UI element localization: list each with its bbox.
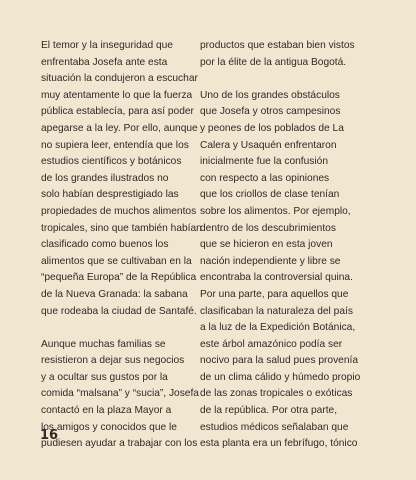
text-line: nación independiente y libre se [200, 255, 341, 267]
text-line: que rodeaba la ciudad de Santafé. [41, 305, 197, 317]
text-line: de la Nueva Granada: la sabana [41, 288, 188, 300]
text-line: con respecto a las opiniones [200, 172, 330, 184]
text-line: este árbol amazónico podía ser [200, 338, 343, 350]
text-line: situación la condujeron a escuchar [41, 73, 198, 85]
text-line: por la élite de la antigua Bogotá. [200, 56, 347, 68]
text-line: alimentos que se cultivaban en la [41, 255, 192, 267]
text-line: nocivo para la salud pues provenía [200, 355, 359, 367]
text-line: Por una parte, para aquellos que [200, 288, 349, 300]
text-line: los amigos y conocidos que le [41, 421, 177, 433]
text-line: muy atentamente lo que la fuerza [41, 89, 193, 101]
text-line: y a ocultar sus gustos por la [41, 371, 168, 383]
text-line: comida “malsana” y “sucia”, Josefa [41, 388, 199, 400]
text-line: Calera y Usaquén enfrentaron [200, 139, 337, 151]
text-line: clasificado como buenos los [41, 239, 169, 251]
text-line: resistieron a dejar sus negocios [41, 355, 185, 367]
text-line: propiedades de muchos alimentos [41, 205, 197, 217]
text-line: Aunque muchas familias se [41, 338, 166, 350]
text-line: de los grandes ilustrados no [41, 172, 169, 184]
text-line: pública establecía, para así poder [41, 106, 194, 118]
text-line: clasificaban la naturaleza del país [200, 305, 353, 317]
text-line: que se hicieron en esta joven [200, 239, 333, 251]
text-line: El temor y la inseguridad que [41, 40, 173, 51]
text-line: contactó en la plaza Mayor a [41, 405, 172, 417]
text-line: de la república. Por otra parte, [200, 405, 338, 417]
text-line: que Josefa y otros campesinos [200, 106, 341, 118]
text-line: de un clima cálido y húmedo propio [200, 371, 361, 383]
paragraph-gap [200, 71, 380, 88]
paragraph-gap [41, 320, 197, 337]
right-text-column [200, 38, 380, 453]
text-line: inicialmente fue la confusión [200, 156, 328, 168]
text-line: estudios médicos señalaban que [200, 421, 349, 433]
text-line: a la luz de la Expedición Botánica, [200, 322, 356, 334]
text-line: dentro de los descubrimientos [200, 222, 336, 234]
paragraph [200, 38, 380, 71]
text-line: esta planta era un febrífugo, tónico [200, 438, 358, 450]
paragraph [200, 88, 380, 453]
text-line: apegarse a la ley. Por ello, aunque [41, 122, 198, 134]
text-line: y peones de los poblados de La [200, 122, 344, 134]
text-line: pudiesen ayudar a trabajar con los [41, 438, 198, 450]
text-line: sobre los alimentos. Por ejemplo, [200, 205, 351, 217]
paragraph [41, 38, 202, 320]
text-line: que los criollos de clase tenían [200, 189, 340, 201]
text-line: “pequeña Europa” de la República [41, 272, 197, 284]
page-number: 16 [40, 428, 59, 443]
text-line: enfrentaba Josefa ante esta [41, 56, 168, 68]
text-line: productos que estaban bien vistos [200, 40, 355, 51]
text-line: de las zonas tropicales o exóticas [200, 388, 353, 400]
left-text-column [41, 38, 202, 453]
text-line: estudios científicos y botánicos [41, 156, 182, 168]
text-line: Uno de los grandes obstáculos [200, 89, 340, 101]
text-line: tropicales, sino que también habían [41, 222, 202, 234]
text-line: no supiera leer, entendía que los [41, 139, 189, 151]
text-line: encontraba la controversial quina. [200, 272, 353, 284]
paragraph [41, 337, 197, 453]
text-line: solo habían desprestigiado las [41, 189, 179, 201]
